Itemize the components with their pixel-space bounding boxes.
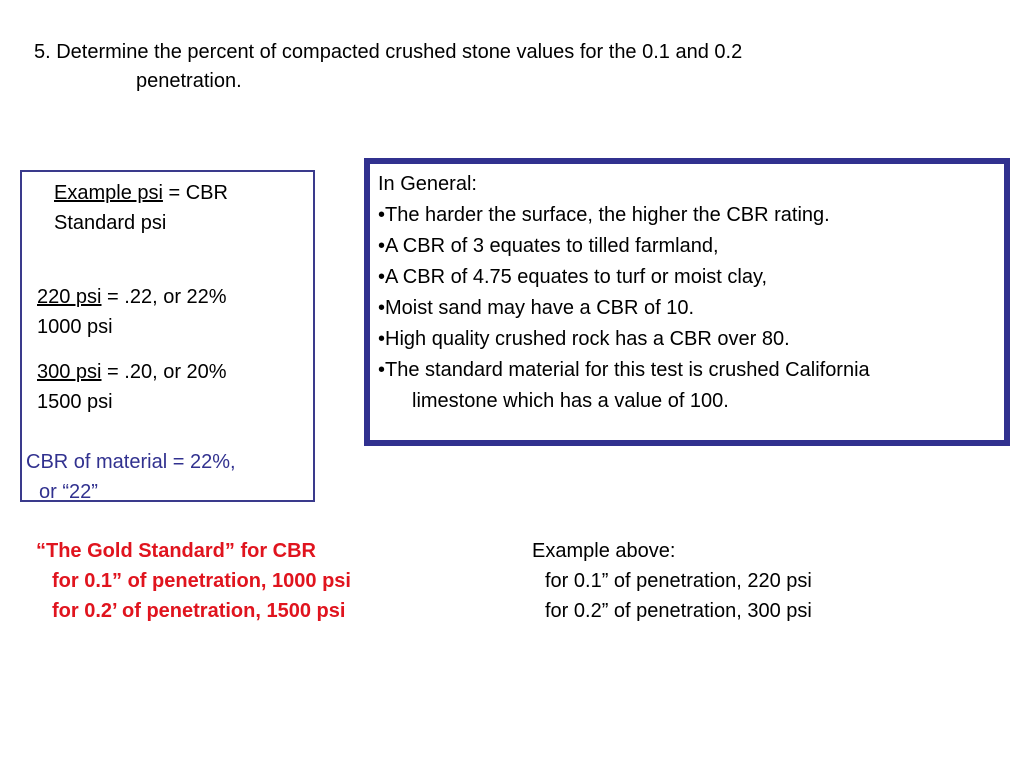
cbr-formula bbox=[54, 178, 228, 238]
list-item: •The standard material for this test is crushed California bbox=[378, 359, 870, 381]
calculation-1 bbox=[37, 282, 227, 342]
slide-title bbox=[34, 38, 742, 96]
calc2-numerator: 300 psi bbox=[37, 361, 102, 383]
title-line-2: penetration. bbox=[136, 70, 242, 92]
list-item: •The harder the surface, the higher the CBR rating. bbox=[378, 204, 830, 226]
list-item: •Moist sand may have a CBR of 10. bbox=[378, 297, 695, 319]
formula-denominator: Standard psi bbox=[54, 212, 167, 234]
list-item: limestone which has a value of 100. bbox=[412, 390, 729, 412]
calc1-denominator: 1000 psi bbox=[37, 316, 113, 338]
formula-equals: = CBR bbox=[162, 182, 228, 204]
calc1-numerator: 220 psi bbox=[37, 286, 102, 308]
example-above-line-2: for 0.2” of penetration, 300 psi bbox=[545, 600, 812, 622]
gold-standard-line-1: for 0.1” of penetration, 1000 psi bbox=[52, 570, 351, 592]
title-line-1: 5. Determine the percent of compacted crushed stone values for the 0.1 and 0.2 bbox=[34, 41, 743, 63]
example-above bbox=[532, 536, 812, 626]
calc1-result: = .22, or 22% bbox=[101, 286, 227, 308]
gold-standard bbox=[36, 536, 351, 626]
gold-standard-line-2: for 0.2’ of penetration, 1500 psi bbox=[52, 600, 346, 622]
in-general-list bbox=[378, 200, 870, 417]
example-above-line-1: for 0.1” of penetration, 220 psi bbox=[545, 570, 812, 592]
cbr-conclusion bbox=[26, 447, 236, 507]
calculation-2 bbox=[37, 357, 227, 417]
in-general-content bbox=[378, 169, 870, 417]
gold-standard-heading: “The Gold Standard” for CBR bbox=[36, 540, 316, 562]
conclusion-line-1: CBR of material = 22%, bbox=[26, 451, 236, 473]
calc2-result: = .20, or 20% bbox=[101, 361, 227, 383]
calc2-denominator: 1500 psi bbox=[37, 391, 113, 413]
in-general-heading: In General: bbox=[378, 173, 477, 195]
list-item: •A CBR of 4.75 equates to turf or moist clay, bbox=[378, 266, 768, 288]
example-above-heading: Example above: bbox=[532, 540, 676, 562]
list-item: •A CBR of 3 equates to tilled farmland, bbox=[378, 235, 719, 257]
list-item: •High quality crushed rock has a CBR over 80. bbox=[378, 328, 790, 350]
conclusion-line-2: or “22” bbox=[39, 481, 98, 503]
formula-numerator: Example psi bbox=[54, 182, 163, 204]
